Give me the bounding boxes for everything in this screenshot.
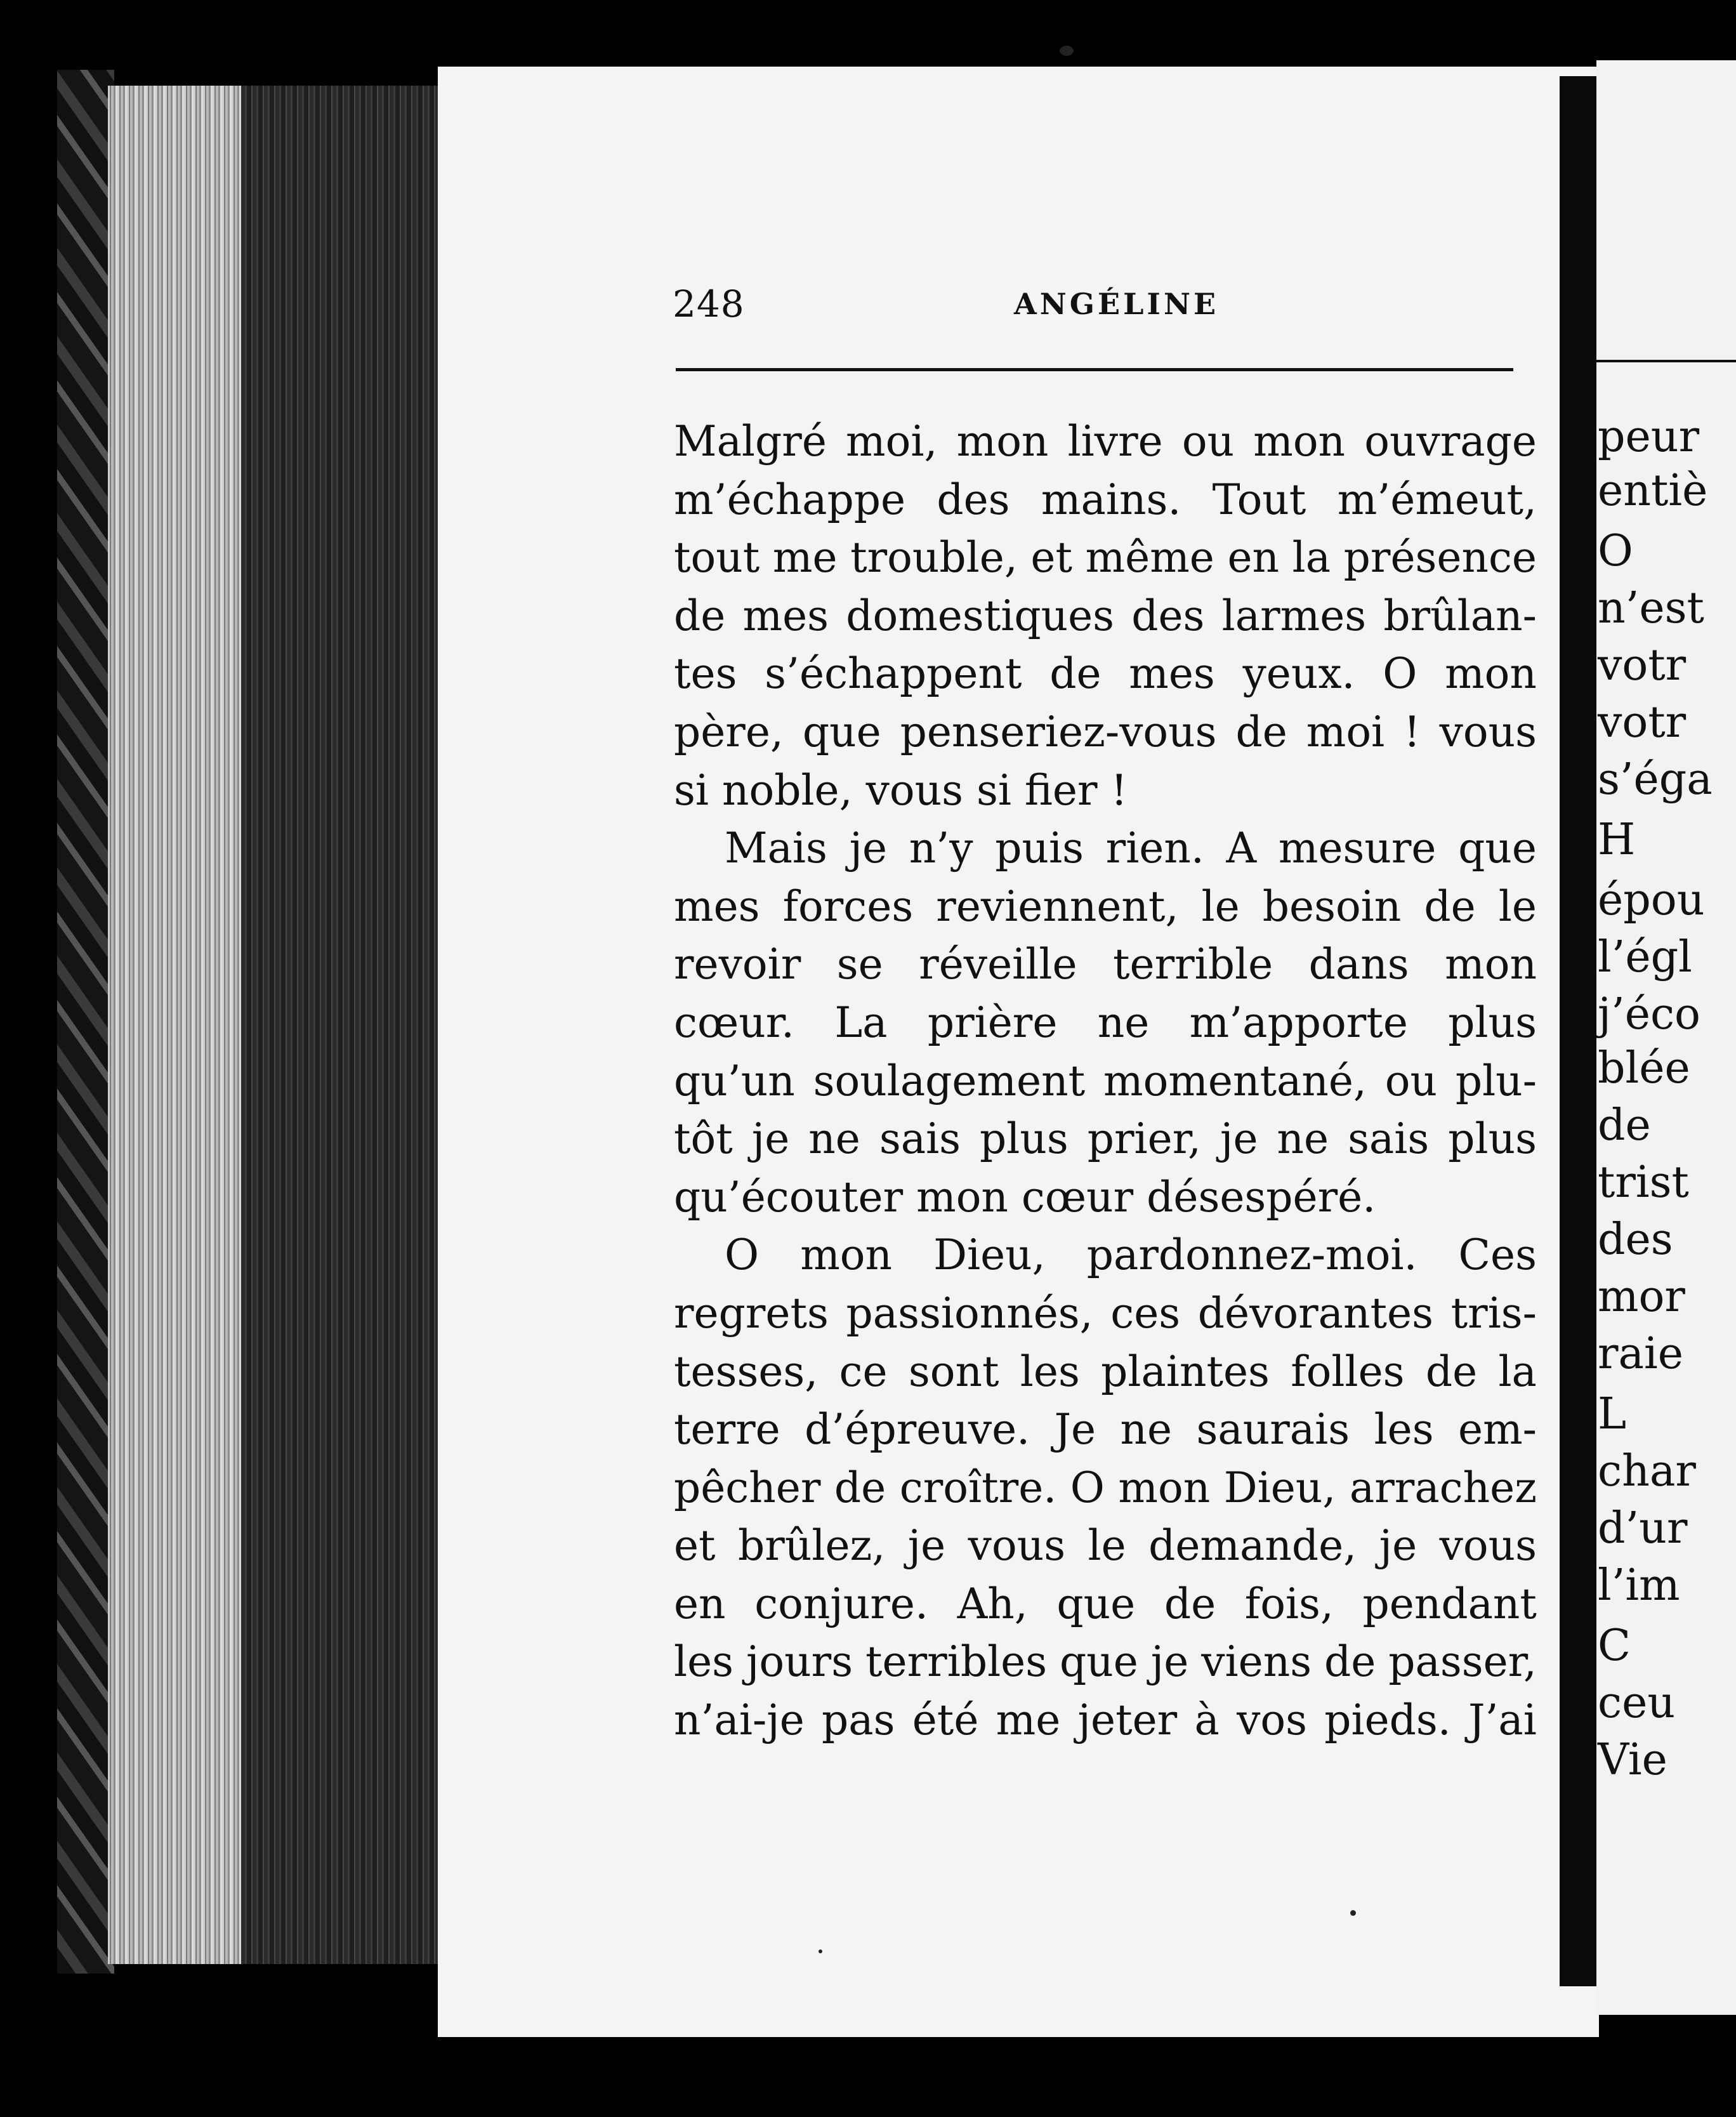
word: de <box>1424 881 1476 931</box>
book-cover-edge <box>57 70 114 1974</box>
word: brûlan- <box>1383 591 1537 640</box>
word: n’y <box>909 824 973 873</box>
right-page-line: trist <box>1598 1157 1689 1208</box>
word: prier, <box>1087 1114 1201 1164</box>
word: pendant <box>1362 1579 1537 1628</box>
header-rule <box>676 368 1513 371</box>
right-page-line: H <box>1598 815 1636 865</box>
right-page-line: peur <box>1598 412 1700 462</box>
word: sais <box>879 1114 961 1164</box>
word: vos <box>1237 1696 1307 1745</box>
word: ouvrage <box>1364 417 1537 466</box>
text-line-content: qu’écouter mon cœur désespéré. <box>674 1172 1376 1222</box>
word: je <box>849 824 888 873</box>
word: père, <box>674 707 784 756</box>
right-page-line: O <box>1598 526 1633 576</box>
word: les <box>674 1637 734 1687</box>
word: que <box>1458 824 1537 873</box>
text-line <box>674 529 1537 587</box>
word: pas <box>822 1696 895 1745</box>
word: pêcher <box>674 1463 821 1512</box>
word: pardonnez-moi. <box>1086 1230 1417 1280</box>
word: plus <box>1448 998 1537 1047</box>
text-line <box>674 1168 1537 1227</box>
word: de <box>1324 1637 1376 1687</box>
word: ne <box>1097 998 1150 1047</box>
text-line <box>674 587 1537 645</box>
right-page-line: de <box>1598 1100 1651 1151</box>
word: été <box>912 1696 979 1745</box>
right-page-line: votr <box>1598 697 1687 748</box>
right-page-line: entiè <box>1598 466 1708 516</box>
word: mon <box>956 417 1049 466</box>
word: pieds. <box>1324 1696 1451 1745</box>
word: ! <box>1404 707 1421 756</box>
word: Mais <box>725 824 827 873</box>
word: à <box>1194 1696 1220 1745</box>
word: jours <box>746 1637 853 1687</box>
word: présence <box>1343 533 1537 583</box>
word: la <box>1498 1347 1537 1396</box>
word: penseriez-vous <box>900 707 1217 756</box>
word: que <box>802 707 881 756</box>
text-line <box>674 1343 1537 1401</box>
word: regrets <box>674 1288 829 1338</box>
word: folles <box>1291 1347 1405 1396</box>
right-page-line: j’éco <box>1598 989 1700 1039</box>
word: rien. <box>1105 824 1204 873</box>
page-number: 248 <box>673 282 745 326</box>
word: ne <box>808 1114 860 1164</box>
word: et <box>674 1521 716 1571</box>
right-page-line: s’éga <box>1598 755 1713 805</box>
word: mon <box>1253 417 1346 466</box>
word: mes <box>1129 649 1215 699</box>
word: tris- <box>1450 1288 1537 1338</box>
word: plu- <box>1455 1056 1537 1105</box>
word: en <box>1227 533 1280 583</box>
right-page-line: votr <box>1598 640 1687 690</box>
right-page-line: mor <box>1598 1272 1685 1322</box>
dust-speck <box>819 1949 822 1953</box>
word: m’apporte <box>1189 998 1408 1047</box>
word: em- <box>1458 1405 1537 1454</box>
word: croître. <box>899 1463 1057 1512</box>
right-page-line: L <box>1598 1389 1627 1439</box>
dust-speck <box>1060 46 1074 56</box>
word: je <box>907 1521 946 1571</box>
word: brûlez, <box>738 1521 886 1571</box>
word: terre <box>674 1405 780 1454</box>
word: dans <box>1308 940 1409 989</box>
text-line <box>674 1052 1537 1111</box>
text-line <box>674 1401 1537 1459</box>
word: Malgré <box>674 417 827 466</box>
word: cœur. <box>674 998 795 1047</box>
word: mon <box>800 1230 893 1280</box>
word: Dieu, <box>933 1230 1046 1280</box>
word: je <box>1379 1521 1417 1571</box>
word: mon <box>1445 940 1537 989</box>
book-gutter <box>1560 76 1596 1986</box>
word: se <box>836 940 883 989</box>
word: la <box>1292 533 1331 583</box>
word: O <box>1070 1463 1105 1512</box>
text-line <box>674 1517 1537 1575</box>
word: revoir <box>674 940 801 989</box>
word: ne <box>1277 1114 1329 1164</box>
right-page-fragment <box>1596 60 1736 2015</box>
word: mes <box>742 591 829 640</box>
running-title: ANGÉLINE <box>1014 287 1220 321</box>
word: domestiques <box>846 591 1115 640</box>
word: terribles <box>865 1637 1048 1687</box>
word: je <box>751 1114 790 1164</box>
word: jeter <box>1077 1696 1178 1745</box>
word: vous <box>968 1521 1066 1571</box>
word: le <box>1498 881 1537 931</box>
word: mesure <box>1278 824 1437 873</box>
right-page-line: des <box>1598 1215 1673 1265</box>
text-line <box>674 703 1537 762</box>
text-line <box>674 471 1537 529</box>
word: yeux. <box>1242 649 1355 699</box>
word: La <box>834 998 888 1047</box>
word: mon <box>1118 1463 1211 1512</box>
word: mains. <box>1041 475 1181 524</box>
word: vous <box>1439 707 1537 756</box>
word: de <box>1425 1347 1478 1396</box>
word: Dieu, <box>1223 1463 1336 1512</box>
right-page-line: l’égl <box>1598 932 1692 982</box>
dust-speck <box>1350 1910 1356 1916</box>
word: passer, <box>1388 1637 1537 1687</box>
word: que <box>1056 1579 1136 1628</box>
word: d’épreuve. <box>805 1405 1030 1454</box>
word: de <box>1164 1579 1216 1628</box>
word: le <box>1088 1521 1126 1571</box>
word: tesses, <box>674 1347 819 1396</box>
text-line <box>674 1575 1537 1633</box>
text-line <box>674 645 1537 703</box>
word: O <box>1383 649 1417 699</box>
word: et <box>1030 533 1072 583</box>
word: besoin <box>1262 881 1402 931</box>
word: je <box>1220 1114 1258 1164</box>
word: des <box>937 475 1010 524</box>
word: prière <box>927 998 1058 1047</box>
word: qu’un <box>674 1056 795 1105</box>
word: les <box>1020 1347 1080 1396</box>
text-line <box>674 412 1537 471</box>
word: ce <box>839 1347 888 1396</box>
word: réveille <box>919 940 1077 989</box>
word: ou <box>1384 1056 1437 1105</box>
word: dévorantes <box>1197 1288 1433 1338</box>
word: fois, <box>1244 1579 1334 1628</box>
text-line <box>674 994 1537 1052</box>
stacked-page-edges <box>108 86 444 1964</box>
word: ou <box>1181 417 1235 466</box>
word: saurais <box>1196 1405 1350 1454</box>
word: plaintes <box>1101 1347 1270 1396</box>
word: s’échappent <box>765 649 1022 699</box>
body-text <box>674 412 1537 1750</box>
right-page-line: ceu <box>1598 1678 1676 1728</box>
word: ces <box>1110 1288 1181 1338</box>
word: arrachez <box>1349 1463 1537 1512</box>
word: A <box>1226 824 1257 873</box>
word: de <box>1235 707 1287 756</box>
word: trouble, <box>850 533 1018 583</box>
word: larmes <box>1221 591 1367 640</box>
right-page-line: d’ur <box>1598 1503 1688 1553</box>
word: passionnés, <box>846 1288 1093 1338</box>
word: viens <box>1201 1637 1312 1687</box>
word: m’émeut, <box>1337 475 1537 524</box>
word: reviennent, <box>936 881 1179 931</box>
word: de <box>674 591 726 640</box>
text-line <box>674 878 1537 936</box>
word: tes <box>674 649 737 699</box>
right-page-line: blée <box>1598 1043 1690 1093</box>
word: soulagement <box>813 1056 1086 1105</box>
word: terrible <box>1112 940 1273 989</box>
text-line <box>674 935 1537 994</box>
word: des <box>1131 591 1205 640</box>
right-page-line: épou <box>1598 875 1705 925</box>
right-page-line: raie <box>1598 1329 1684 1379</box>
word: plus <box>1448 1114 1537 1164</box>
right-header-rule <box>1596 360 1736 362</box>
word: me <box>772 533 838 583</box>
text-line <box>674 1459 1537 1517</box>
word: O <box>725 1230 760 1280</box>
word: Je <box>1054 1405 1096 1454</box>
word: m’échappe <box>674 475 905 524</box>
text-line <box>674 1284 1537 1343</box>
word: même <box>1085 533 1214 583</box>
page-edge-shadow <box>241 86 444 1964</box>
word: que <box>1060 1637 1138 1687</box>
word: de <box>1049 649 1101 699</box>
word: je <box>1150 1637 1189 1687</box>
text-line <box>674 762 1537 820</box>
text-line <box>674 819 1537 878</box>
text-line <box>674 1110 1537 1168</box>
word: plus <box>980 1114 1069 1164</box>
right-page-line: l’im <box>1598 1560 1680 1611</box>
text-line <box>674 1226 1537 1284</box>
word: Ah, <box>957 1579 1028 1628</box>
word: livre <box>1067 417 1163 466</box>
word: me <box>996 1696 1061 1745</box>
word: Tout <box>1212 475 1306 524</box>
word: le <box>1201 881 1240 931</box>
word: en <box>674 1579 726 1628</box>
word: moi, <box>846 417 938 466</box>
text-line-content: si noble, vous si fier ! <box>674 765 1128 815</box>
right-page-line: C <box>1598 1621 1631 1671</box>
word: J’ai <box>1468 1696 1537 1745</box>
word: sais <box>1348 1114 1430 1164</box>
word: demande, <box>1148 1521 1357 1571</box>
word: Ces <box>1458 1230 1537 1280</box>
word: tôt <box>674 1114 733 1164</box>
word: ne <box>1120 1405 1173 1454</box>
right-page-line: n’est <box>1598 583 1704 633</box>
right-page-line: char <box>1598 1446 1696 1496</box>
word: mon <box>1445 649 1537 699</box>
word: de <box>834 1463 886 1512</box>
word: mes <box>674 881 760 931</box>
word: tout <box>674 533 760 583</box>
word: les <box>1374 1405 1434 1454</box>
word: sont <box>908 1347 999 1396</box>
word: conjure. <box>754 1579 928 1628</box>
right-page-line: Vie <box>1598 1735 1667 1785</box>
text-line <box>674 1633 1537 1691</box>
word: puis <box>995 824 1084 873</box>
word: vous <box>1439 1521 1537 1571</box>
text-line <box>674 1691 1537 1750</box>
word: n’ai-je <box>674 1696 805 1745</box>
word: momentané, <box>1103 1056 1367 1105</box>
word: forces <box>782 881 914 931</box>
word: moi <box>1306 707 1385 756</box>
